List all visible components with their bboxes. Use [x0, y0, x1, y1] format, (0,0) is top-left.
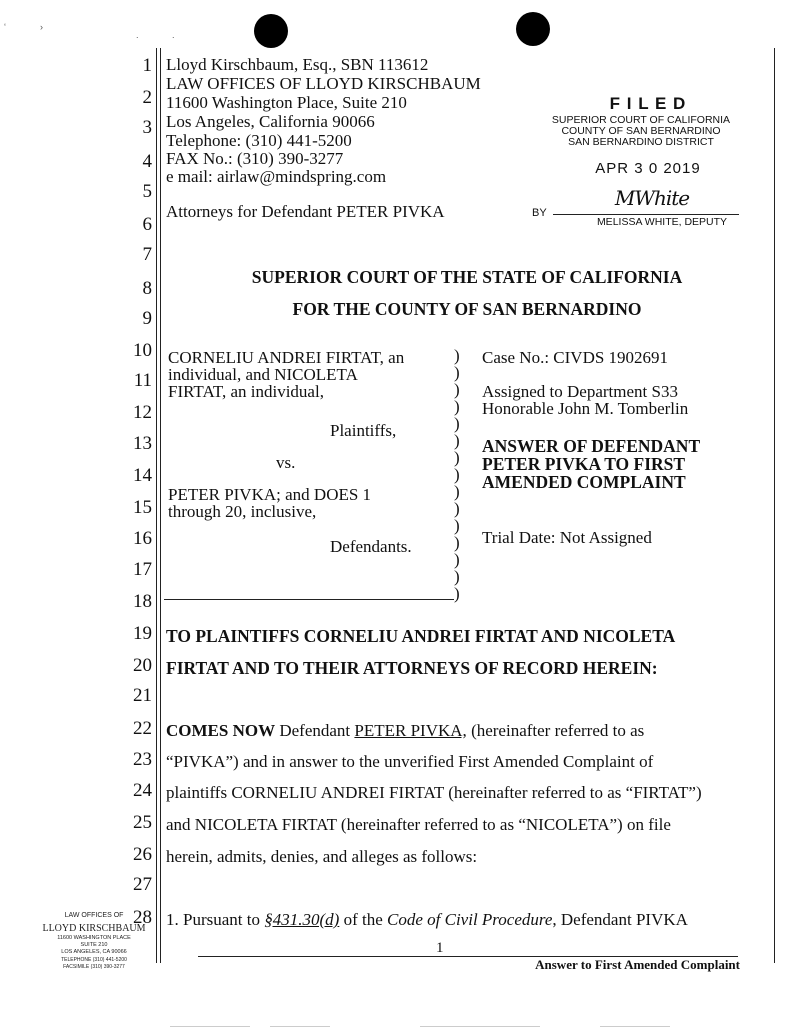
- trial-date: Trial Date: Not Assigned: [482, 528, 652, 547]
- plaintiffs-line: CORNELIU ANDREI FIRTAT, an: [168, 348, 405, 367]
- document-title-line: AMENDED COMPLAINT: [482, 472, 686, 492]
- line-number: 13: [133, 433, 152, 454]
- stamp-signature-line: [553, 214, 739, 215]
- stamp-by-label: BY: [532, 207, 547, 219]
- attorneys-for: Attorneys for Defendant PETER PIVKA: [166, 202, 445, 221]
- document-title-line: ANSWER OF DEFENDANT: [482, 436, 701, 456]
- line-number: 24: [133, 780, 152, 801]
- assigned-line: Honorable John M. Tomberlin: [482, 399, 689, 418]
- line-number: 3: [142, 117, 152, 138]
- footer-doc-title: Answer to First Amended Complaint: [535, 957, 740, 972]
- attorney-line: Lloyd Kirschbaum, Esq., SBN 113612: [166, 55, 429, 74]
- stamp-court-line: COUNTY OF SAN BERNARDINO: [561, 125, 721, 137]
- line-number: 28: [133, 907, 152, 928]
- punch-hole-right: [516, 12, 550, 46]
- firm-address: SUITE 210: [80, 942, 108, 948]
- line-number: 7: [142, 244, 152, 265]
- scan-artifact: [600, 1026, 670, 1027]
- addressee-line-2: FIRTAT AND TO THEIR ATTORNEYS OF RECORD HEREIN:: [166, 658, 658, 678]
- margin-rule-left-2: [160, 48, 161, 963]
- line-number: 9: [142, 308, 152, 329]
- plaintiffs-line: FIRTAT, an individual,: [168, 382, 324, 401]
- margin-rule-right: [774, 48, 775, 963]
- line-number: 10: [133, 340, 152, 361]
- line-number: 19: [133, 623, 152, 644]
- defendant-name: PETER PIVKA,: [354, 721, 467, 740]
- line-number: 26: [133, 844, 152, 865]
- scan-speck: .: [172, 30, 175, 40]
- attorney-line: Los Angeles, California 90066: [166, 112, 375, 131]
- line-number: 21: [133, 685, 152, 706]
- court-title-line-1: SUPERIOR COURT OF THE STATE OF CALIFORNIA: [251, 267, 683, 287]
- case-number: Case No.: CIVDS 1902691: [482, 348, 669, 367]
- attorney-line: LAW OFFICES OF LLOYD KIRSCHBAUM: [166, 74, 481, 93]
- stamp-deputy: MELISSA WHITE, DEPUTY: [596, 216, 728, 228]
- line-number: 4: [142, 151, 152, 172]
- line-number: 14: [133, 465, 152, 486]
- line-number: 5: [142, 181, 152, 202]
- line-number: 20: [133, 655, 152, 676]
- scan-speck: ‘: [4, 22, 6, 32]
- line-number: 8: [142, 278, 152, 299]
- firm-label: LAW OFFICES OF: [64, 912, 124, 919]
- scan-artifact: [420, 1026, 540, 1027]
- line-number: 16: [133, 528, 152, 549]
- attorney-line: Telephone: (310) 441-5200: [166, 131, 352, 150]
- line-number: 1: [142, 55, 152, 76]
- scan-artifact: [170, 1026, 250, 1027]
- firm-name: LLOYD KIRSCHBAUM: [42, 923, 146, 934]
- body-line-26: herein, admits, denies, and alleges as follows:: [166, 847, 478, 866]
- document-title-line: PETER PIVKA TO FIRST: [482, 454, 686, 474]
- line-number: 12: [133, 402, 152, 423]
- body-line-25: and NICOLETA FIRTAT (hereinafter referred to as “NICOLETA”) on file: [166, 815, 671, 834]
- defendants-line: PETER PIVKA; and DOES 1: [168, 485, 372, 504]
- line-number: 15: [133, 497, 152, 518]
- stamp-court-line: SUPERIOR COURT OF CALIFORNIA: [551, 114, 731, 126]
- addressee-line-1: TO PLAINTIFFS CORNELIU ANDREI FIRTAT AND NICOLETA: [166, 626, 676, 646]
- firm-fax: FACSIMILE (310) 390-3277: [63, 964, 125, 970]
- code-section: §431.30(d): [264, 910, 340, 929]
- line-number: 17: [133, 559, 152, 580]
- line-number: 23: [133, 749, 152, 770]
- court-title-line-2: FOR THE COUNTY OF SAN BERNARDINO: [292, 299, 642, 319]
- line-number: 11: [133, 370, 152, 391]
- assigned-line: Assigned to Department S33: [482, 382, 678, 401]
- defendants-label: Defendants.: [330, 537, 412, 556]
- punch-hole-left: [254, 14, 288, 48]
- line-number: 2: [142, 87, 152, 108]
- caption-underline: [164, 599, 454, 600]
- stamp-signature: MWhite: [614, 186, 690, 210]
- plaintiffs-line: individual, and NICOLETA: [168, 365, 358, 384]
- stamp-date: APR 3 0 2019: [595, 160, 701, 177]
- comes-now: COMES NOW: [166, 721, 276, 740]
- page-number: 1: [436, 940, 444, 956]
- firm-address: LOS ANGELES, CA 90066: [61, 949, 127, 955]
- line-number: 6: [142, 214, 152, 235]
- body-line-23: “PIVKA”) and in answer to the unverified First Amended Complaint of: [166, 752, 654, 771]
- defendants-line: through 20, inclusive,: [168, 502, 317, 521]
- plaintiffs-label: Plaintiffs,: [330, 421, 397, 440]
- firm-address: 11600 WASHINGTON PLACE: [57, 935, 131, 941]
- body-line-22: COMES NOW Defendant PETER PIVKA, (hereinafter referred to as: [166, 721, 645, 740]
- scan-speck: ›: [40, 22, 43, 32]
- line-number: 22: [133, 718, 152, 739]
- line-number: 18: [133, 591, 152, 612]
- margin-rule-left-1: [156, 48, 157, 963]
- firm-phone: TELEPHONE (310) 441-5200: [61, 957, 127, 963]
- versus: vs.: [276, 453, 296, 472]
- body-line-24: plaintiffs CORNELIU ANDREI FIRTAT (hereinafter referred to as “FIRTAT”): [166, 783, 702, 802]
- attorney-line: e mail: airlaw@mindspring.com: [166, 167, 387, 186]
- line-number: 27: [133, 874, 152, 895]
- scan-artifact: [270, 1026, 330, 1027]
- scan-speck: .: [136, 30, 139, 40]
- body-line-28: 1. Pursuant to §431.30(d) of the Code of Civil Procedure, Defendant PIVKA: [166, 910, 688, 929]
- attorney-line: 11600 Washington Place, Suite 210: [166, 93, 407, 112]
- attorney-line: FAX No.: (310) 390-3277: [166, 149, 344, 168]
- stamp-court-line: SAN BERNARDINO DISTRICT: [568, 136, 714, 148]
- filed-heading: F I L E D: [609, 94, 687, 113]
- line-number: 25: [133, 812, 152, 833]
- code-name: Code of Civil Procedure: [387, 910, 553, 929]
